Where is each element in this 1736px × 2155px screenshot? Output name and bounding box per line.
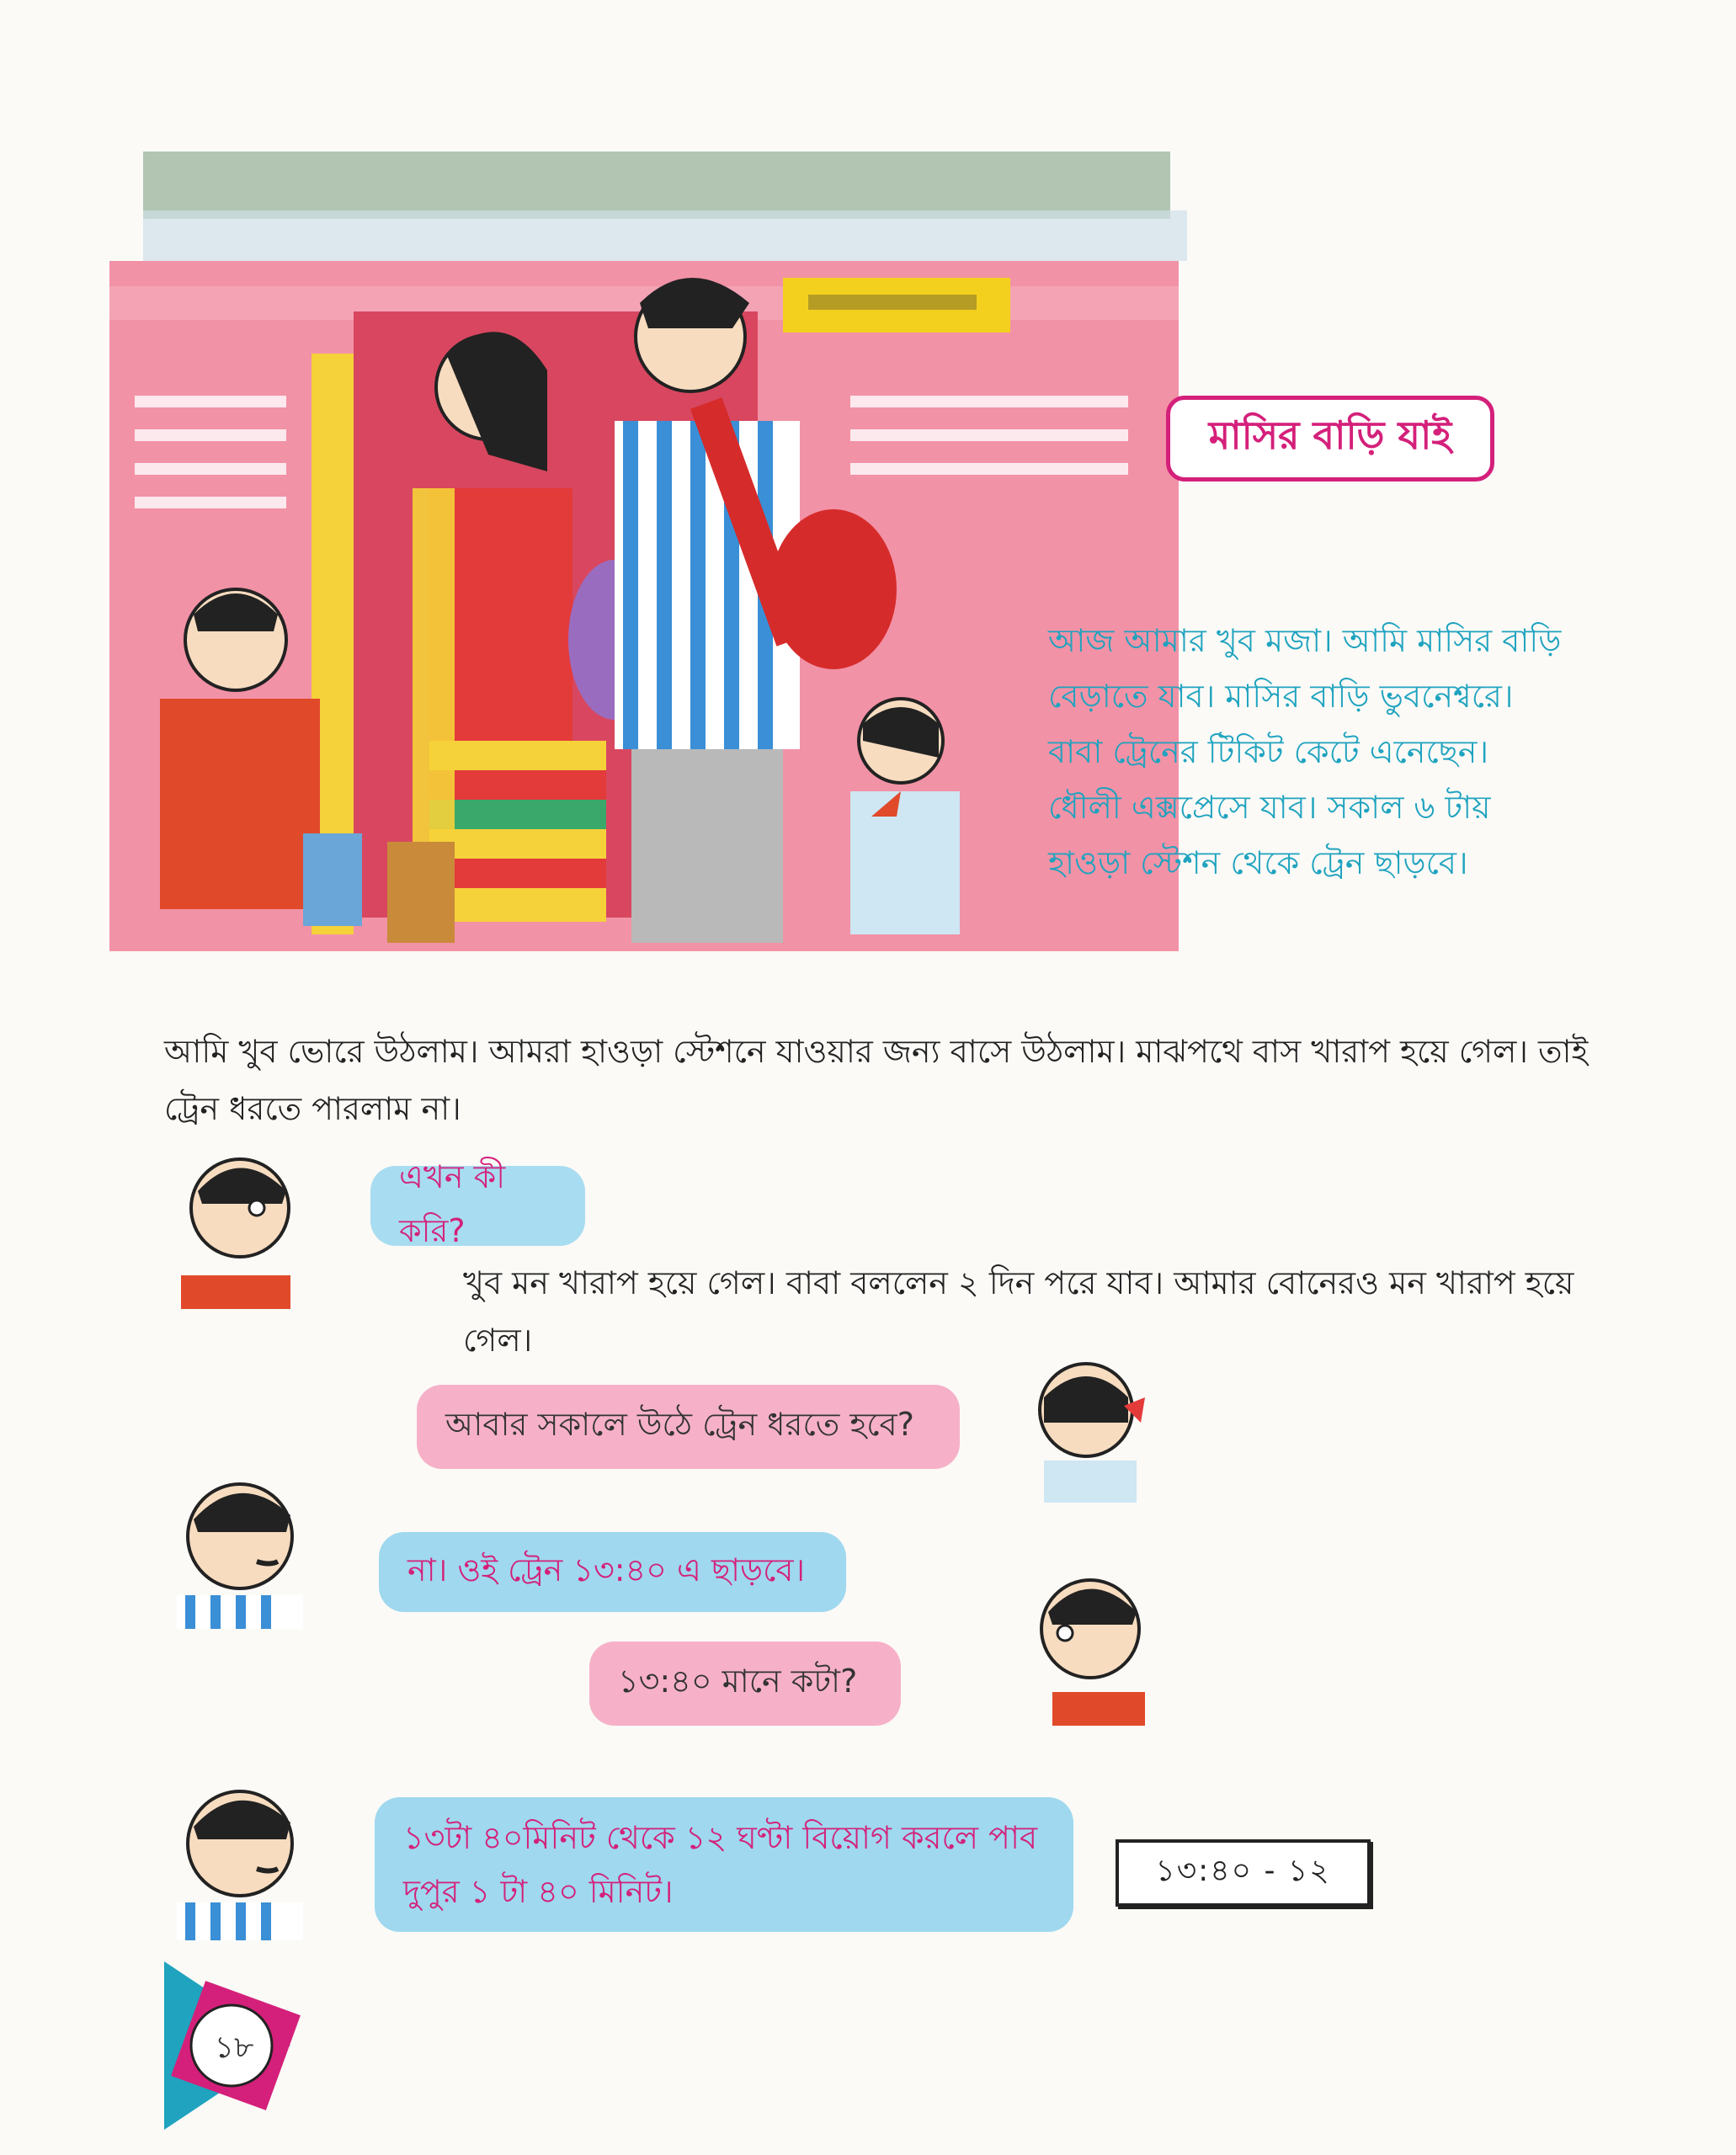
speech-bubble-girl-question [417,1385,960,1469]
speech-bubble-father-reply [379,1532,846,1612]
speech-bubble-father-explain [375,1797,1073,1932]
speech-bubble-boy-question [370,1157,585,1249]
speech-text: না। ওই ট্রেন ১৩:৪০ এ ছাড়বে। [407,1551,806,1588]
boy-illustration-2 [1019,1562,1153,1726]
intro-line: বাবা ট্রেনের টিকিট কেটে এনেছেন। [1048,733,1489,770]
lesson-title [1166,396,1494,482]
narrative-paragraph-2: খুব মন খারাপ হয়ে গেল। বাবা বললেন ২ দিন পরে যাব। আমার বোনেরও মন খারাপ হয়ে গেল। [463,1264,1574,1359]
intro-line: হাওড়া স্টেশন থেকে ট্রেন ছাড়বে। [1048,844,1468,881]
speech-text: আবার সকালে উঠে ট্রেন ধরতে হবে? [445,1406,914,1443]
intro-paragraph [1048,613,1570,891]
equation-box [1116,1839,1371,1907]
speech-text-line2: দুপুর ১ টা ৪০ মিনিট। [403,1873,674,1910]
boy-illustration [164,1141,307,1309]
girl-illustration [1023,1347,1158,1503]
narrative-paragraph-1: আমি খুব ভোরে উঠলাম। আমরা হাওড়া স্টেশনে যাওয়ার জন্য বাসে উঠলাম। মাঝপথে বাস খারাপ হয়ে গেল। তাই ট্রেন ধরতে পারলাম না। [164,1033,1589,1127]
station-illustration [109,118,1204,951]
intro-line: বেড়াতে যাব। মাসির বাড়ি ভুবনেশ্বরে। [1048,678,1514,715]
speech-text: এখন কী করি? [399,1157,506,1249]
intro-line: ধৌলী এক্সপ্রেসে যাব। সকাল ৬ টায় [1048,789,1491,826]
father-illustration [164,1469,316,1629]
lesson-title-text: মাসির বাড়ি যাই [1208,412,1452,458]
speech-text-line1: ১৩টা ৪০মিনিট থেকে ১২ ঘণ্টা বিয়োগ করলে পাব [403,1819,1038,1856]
father-illustration-2 [164,1776,316,1940]
speech-text: ১৩:৪০ মানে কটা? [618,1663,858,1700]
equation-text: ১৩:৪০ - ১২ [1155,1854,1331,1888]
page-number: ১৮ [214,2030,254,2065]
intro-line: আজ আমার খুব মজা। আমি মাসির বাড়ি [1048,622,1562,659]
speech-bubble-boy-ask-time [589,1642,901,1726]
